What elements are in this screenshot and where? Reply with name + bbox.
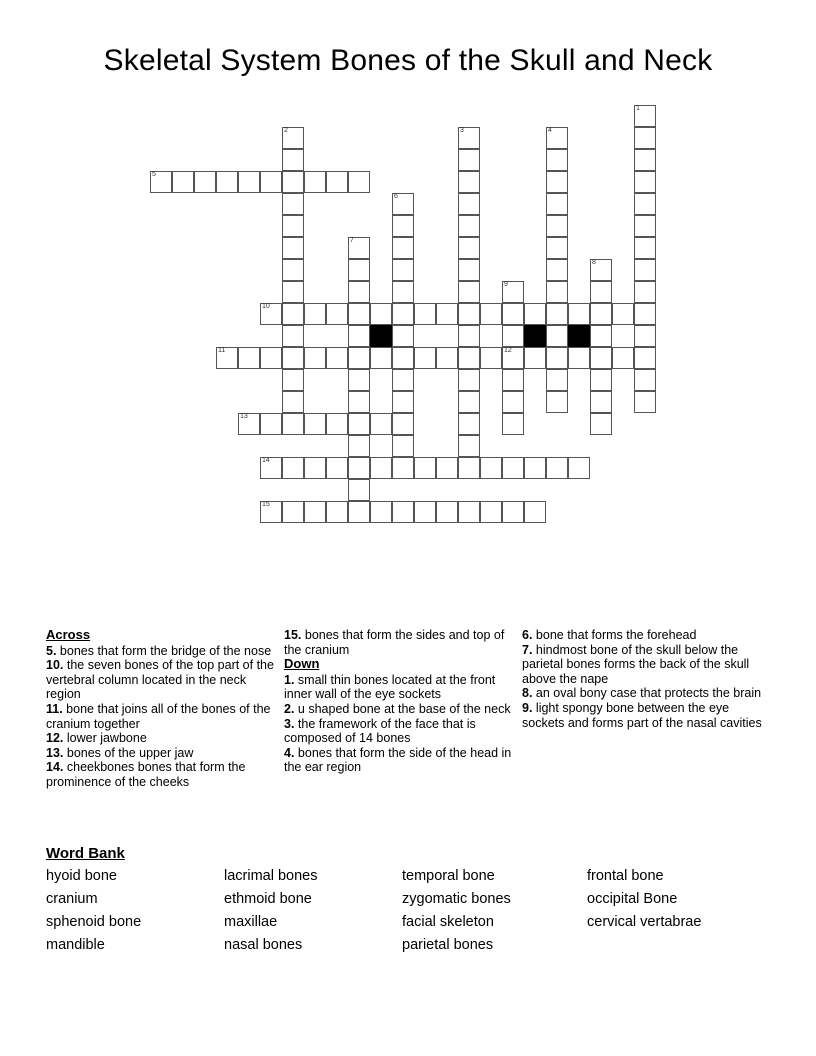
grid-cell[interactable] [458, 303, 480, 325]
grid-cell[interactable] [282, 281, 304, 303]
grid-cell[interactable] [326, 501, 348, 523]
grid-cell[interactable] [348, 501, 370, 523]
word-bank-item[interactable]: cranium [46, 891, 98, 907]
grid-cell[interactable] [458, 149, 480, 171]
grid-cell[interactable] [436, 303, 458, 325]
grid-cell-number: 3 [460, 127, 464, 134]
grid-cell[interactable] [172, 171, 194, 193]
grid-cell[interactable] [502, 303, 524, 325]
clue-item [46, 702, 284, 731]
clue-item [284, 702, 522, 717]
clue-text: bone that forms the forehead [532, 628, 697, 642]
word-bank-item[interactable]: lacrimal bones [224, 868, 318, 884]
grid-cell-number: 4 [548, 127, 552, 134]
grid-cell[interactable] [590, 325, 612, 347]
grid-cell[interactable] [194, 171, 216, 193]
clues-column-3 [522, 628, 770, 790]
clue-item [46, 746, 284, 761]
grid-cell[interactable] [260, 303, 282, 325]
grid-cell[interactable] [546, 347, 568, 369]
grid-cell[interactable] [238, 413, 260, 435]
grid-cell[interactable] [458, 501, 480, 523]
grid-cell[interactable] [502, 347, 524, 369]
grid-cell[interactable] [634, 259, 656, 281]
grid-cell[interactable] [436, 347, 458, 369]
grid-cell[interactable] [546, 391, 568, 413]
across-heading: Across [46, 627, 91, 642]
word-bank-item[interactable]: nasal bones [224, 937, 303, 953]
grid-cell[interactable] [546, 193, 568, 215]
grid-cell-number: 7 [350, 237, 354, 244]
grid-cell[interactable] [546, 369, 568, 391]
grid-cell[interactable] [282, 215, 304, 237]
grid-cell[interactable] [458, 325, 480, 347]
grid-cell[interactable] [216, 171, 238, 193]
grid-cell[interactable] [524, 347, 546, 369]
grid-cell[interactable] [348, 479, 370, 501]
grid-cell[interactable] [634, 347, 656, 369]
clue-item [46, 731, 284, 746]
grid-cell[interactable] [392, 281, 414, 303]
grid-cell[interactable] [392, 193, 414, 215]
grid-cell[interactable] [458, 215, 480, 237]
grid-cell[interactable] [282, 303, 304, 325]
clue-text: bones of the upper jaw [63, 745, 194, 760]
grid-cell[interactable] [612, 303, 634, 325]
grid-cell[interactable] [282, 171, 304, 193]
clue-text: small thin bones located at the front inner wall of the eye sockets [284, 672, 496, 702]
clue-text: cheekbones bones that form the prominence of the cheeks [46, 760, 246, 789]
grid-cell[interactable] [458, 413, 480, 435]
word-bank-list [46, 868, 770, 953]
grid-cell[interactable] [150, 171, 172, 193]
grid-cell[interactable] [458, 435, 480, 457]
clues-section [46, 628, 770, 790]
word-bank-item[interactable]: occipital Bone [587, 891, 678, 907]
clue-item [46, 658, 284, 702]
clue-item [522, 628, 770, 643]
grid-cell[interactable] [568, 347, 590, 369]
clue-item [284, 628, 522, 657]
grid-cell[interactable] [238, 347, 260, 369]
grid-cell[interactable] [546, 237, 568, 259]
grid-cell[interactable] [216, 347, 238, 369]
grid-cell[interactable] [546, 457, 568, 479]
grid-cell[interactable] [634, 171, 656, 193]
grid-cell[interactable] [392, 259, 414, 281]
grid-cell[interactable] [282, 149, 304, 171]
grid-cell[interactable] [282, 413, 304, 435]
grid-cell[interactable] [458, 127, 480, 149]
grid-cell[interactable] [304, 171, 326, 193]
clue-item [46, 644, 284, 659]
grid-cell-number: 11 [218, 347, 226, 354]
grid-cell[interactable] [502, 413, 524, 435]
clues-column-1 [46, 628, 284, 790]
grid-cell[interactable] [480, 303, 502, 325]
grid-cell[interactable] [392, 413, 414, 435]
grid-cell[interactable] [502, 391, 524, 413]
word-bank-item[interactable]: frontal bone [587, 868, 664, 884]
clue-text: bone that joins all of the bones of the cranium together [46, 701, 271, 731]
clue-text: an oval bony case that protects the brain [532, 686, 762, 701]
grid-cell-number: 12 [504, 347, 512, 354]
clue-item [46, 760, 284, 789]
grid-cell[interactable] [260, 347, 282, 369]
word-bank-item[interactable]: zygomatic bones [402, 891, 511, 907]
grid-cell-number: 10 [262, 303, 270, 310]
grid-cell[interactable] [634, 391, 656, 413]
clue-number: 12. [46, 731, 64, 746]
grid-cell[interactable] [480, 501, 502, 523]
grid-cell[interactable] [348, 303, 370, 325]
word-bank-item[interactable]: sphenoid bone [46, 914, 142, 930]
clue-text: u shaped bone at the base of the neck [294, 701, 511, 716]
grid-cell[interactable] [458, 457, 480, 479]
clue-number: 8. [522, 686, 533, 701]
grid-cell[interactable] [546, 303, 568, 325]
grid-cell[interactable] [458, 281, 480, 303]
grid-cell[interactable] [590, 391, 612, 413]
grid-cell[interactable] [436, 457, 458, 479]
grid-cell[interactable] [634, 193, 656, 215]
grid-cell[interactable] [348, 281, 370, 303]
grid-cell[interactable] [282, 457, 304, 479]
grid-cell[interactable] [634, 105, 656, 127]
grid-cell[interactable] [414, 303, 436, 325]
grid-cell-number: 8 [592, 259, 596, 266]
grid-cell-number: 13 [240, 413, 248, 420]
clue-number: 1. [284, 672, 295, 687]
clue-text: the seven bones of the top part of the vertebral column located in the neck region [46, 658, 274, 702]
grid-cell[interactable] [634, 303, 656, 325]
grid-cell[interactable] [502, 325, 524, 347]
grid-cell[interactable] [348, 171, 370, 193]
grid-cell[interactable] [524, 501, 546, 523]
clue-number: 3. [284, 716, 295, 731]
grid-cell[interactable] [260, 501, 282, 523]
grid-cell-number: 9 [504, 281, 508, 288]
grid-cell[interactable] [392, 237, 414, 259]
clue-number: 10. [46, 658, 64, 673]
grid-cell[interactable] [282, 127, 304, 149]
clue-number: 7. [522, 642, 533, 657]
grid-cell[interactable] [348, 369, 370, 391]
grid-cell[interactable] [260, 457, 282, 479]
grid-cell[interactable] [634, 237, 656, 259]
grid-cell-number: 6 [394, 193, 398, 200]
grid-cell[interactable] [392, 391, 414, 413]
grid-cell[interactable] [590, 281, 612, 303]
grid-cell[interactable] [304, 413, 326, 435]
word-bank-item[interactable]: mandible [46, 937, 105, 953]
word-bank-title: Word Bank [46, 845, 125, 862]
grid-cell[interactable] [612, 347, 634, 369]
grid-cell[interactable] [348, 259, 370, 281]
grid-cell[interactable] [568, 457, 590, 479]
grid-cell[interactable] [326, 303, 348, 325]
clue-text: bones that form the bridge of the nose [56, 643, 272, 658]
grid-cell[interactable] [348, 347, 370, 369]
grid-cell[interactable] [502, 369, 524, 391]
grid-cell-blank [524, 325, 546, 347]
grid-cell[interactable] [414, 347, 436, 369]
grid-cell[interactable] [370, 457, 392, 479]
grid-cell[interactable] [348, 435, 370, 457]
clue-item [522, 701, 770, 730]
grid-cell[interactable] [502, 501, 524, 523]
grid-cell[interactable] [480, 347, 502, 369]
grid-cell[interactable] [458, 171, 480, 193]
grid-cell[interactable] [326, 171, 348, 193]
grid-cell[interactable] [370, 501, 392, 523]
grid-cell[interactable] [238, 171, 260, 193]
grid-cell[interactable] [414, 457, 436, 479]
grid-cell[interactable] [282, 347, 304, 369]
grid-cell[interactable] [392, 369, 414, 391]
grid-cell[interactable] [546, 127, 568, 149]
grid-cell[interactable] [568, 303, 590, 325]
grid-cell[interactable] [546, 171, 568, 193]
grid-cell[interactable] [348, 237, 370, 259]
grid-cell[interactable] [370, 347, 392, 369]
clue-item [284, 717, 522, 746]
grid-cell[interactable] [524, 457, 546, 479]
grid-cell-number: 2 [284, 127, 288, 134]
grid-cell[interactable] [370, 303, 392, 325]
grid-cell[interactable] [590, 413, 612, 435]
grid-cell[interactable] [436, 501, 458, 523]
grid-cell[interactable] [524, 303, 546, 325]
grid-cell[interactable] [414, 501, 436, 523]
clue-item [522, 686, 770, 701]
word-bank-spacer [587, 937, 770, 953]
grid-cell[interactable] [590, 259, 612, 281]
grid-cell[interactable] [304, 347, 326, 369]
page-title: Skeletal System Bones of the Skull and Neck [103, 44, 713, 77]
grid-cell[interactable] [304, 501, 326, 523]
grid-cell[interactable] [392, 435, 414, 457]
grid-cell[interactable] [370, 413, 392, 435]
clue-number: 6. [522, 628, 533, 642]
grid-cell[interactable] [546, 325, 568, 347]
clue-number: 15. [284, 628, 302, 642]
grid-cell[interactable] [590, 303, 612, 325]
grid-cell[interactable] [326, 347, 348, 369]
grid-cell[interactable] [634, 127, 656, 149]
grid-cell[interactable] [634, 325, 656, 347]
grid-cell[interactable] [392, 325, 414, 347]
word-bank-item[interactable]: cervical vertabrae [587, 914, 702, 930]
grid-cell[interactable] [348, 413, 370, 435]
clue-text: the framework of the face that is composed of 14 bones [284, 716, 476, 746]
clue-number: 4. [284, 745, 295, 760]
word-bank-item[interactable]: hyoid bone [46, 868, 117, 884]
grid-cell[interactable] [458, 391, 480, 413]
grid-cell[interactable] [546, 149, 568, 171]
clue-number: 11. [46, 701, 63, 716]
grid-cell[interactable] [480, 457, 502, 479]
grid-cell-blank [568, 325, 590, 347]
grid-cell[interactable] [546, 281, 568, 303]
grid-cell[interactable] [392, 457, 414, 479]
grid-cell-number: 15 [262, 501, 270, 508]
clue-text: light spongy bone between the eye sockets and forms part of the nasal cavities [522, 700, 762, 730]
grid-cell[interactable] [392, 303, 414, 325]
grid-cell[interactable] [458, 193, 480, 215]
clue-text: bones that form the side of the head in the ear region [284, 745, 512, 775]
clue-text: hindmost bone of the skull below the parietal bones forms the back of the skull above the nape [522, 642, 750, 686]
grid-cell[interactable] [458, 369, 480, 391]
clue-item [522, 643, 770, 687]
grid-cell[interactable] [348, 457, 370, 479]
clue-number: 14. [46, 760, 64, 775]
grid-cell[interactable] [458, 259, 480, 281]
grid-cell-number: 5 [152, 171, 156, 178]
down-heading: Down [284, 656, 320, 672]
grid-cell-number: 1 [636, 105, 640, 112]
clue-text: lower jawbone [63, 731, 147, 746]
grid-cell[interactable] [260, 413, 282, 435]
grid-cell[interactable] [502, 281, 524, 303]
grid-cell[interactable] [634, 149, 656, 171]
grid-cell[interactable] [282, 193, 304, 215]
clue-text: bones that form the sides and top of the cranium [284, 628, 505, 657]
clues-column-2 [284, 628, 522, 790]
clue-number: 5. [46, 643, 57, 658]
clue-number: 13. [46, 745, 64, 760]
grid-cell[interactable] [546, 259, 568, 281]
grid-cell[interactable] [634, 281, 656, 303]
grid-cell[interactable] [304, 303, 326, 325]
word-bank-item[interactable]: maxillae [224, 914, 278, 930]
grid-cell[interactable] [282, 325, 304, 347]
grid-cell[interactable] [348, 391, 370, 413]
grid-cell[interactable] [634, 215, 656, 237]
grid-cell[interactable] [326, 413, 348, 435]
grid-cell[interactable] [458, 347, 480, 369]
clue-number: 2. [284, 701, 295, 716]
word-bank-item[interactable]: ethmoid bone [224, 891, 312, 907]
grid-cell[interactable] [260, 171, 282, 193]
clue-number: 9. [522, 700, 533, 715]
grid-cell[interactable] [348, 325, 370, 347]
grid-cell[interactable] [392, 347, 414, 369]
grid-cell[interactable] [546, 215, 568, 237]
clue-item [284, 673, 522, 702]
grid-cell[interactable] [282, 369, 304, 391]
grid-cell[interactable] [458, 237, 480, 259]
word-bank [46, 845, 770, 953]
clue-item [284, 746, 522, 775]
grid-cell-blank [370, 325, 392, 347]
grid-cell[interactable] [282, 391, 304, 413]
grid-cell[interactable] [282, 259, 304, 281]
word-bank-item[interactable]: facial skeleton [402, 914, 494, 930]
grid-cell[interactable] [282, 501, 304, 523]
grid-cell[interactable] [590, 347, 612, 369]
grid-cell[interactable] [326, 457, 348, 479]
grid-cell-number: 14 [262, 457, 270, 464]
word-bank-item[interactable]: parietal bones [402, 937, 494, 953]
grid-cell[interactable] [392, 215, 414, 237]
grid-cell[interactable] [502, 457, 524, 479]
grid-cell[interactable] [634, 369, 656, 391]
word-bank-item[interactable]: temporal bone [402, 868, 495, 884]
grid-cell[interactable] [282, 237, 304, 259]
grid-cell[interactable] [590, 369, 612, 391]
grid-cell[interactable] [304, 457, 326, 479]
grid-cell[interactable] [392, 501, 414, 523]
